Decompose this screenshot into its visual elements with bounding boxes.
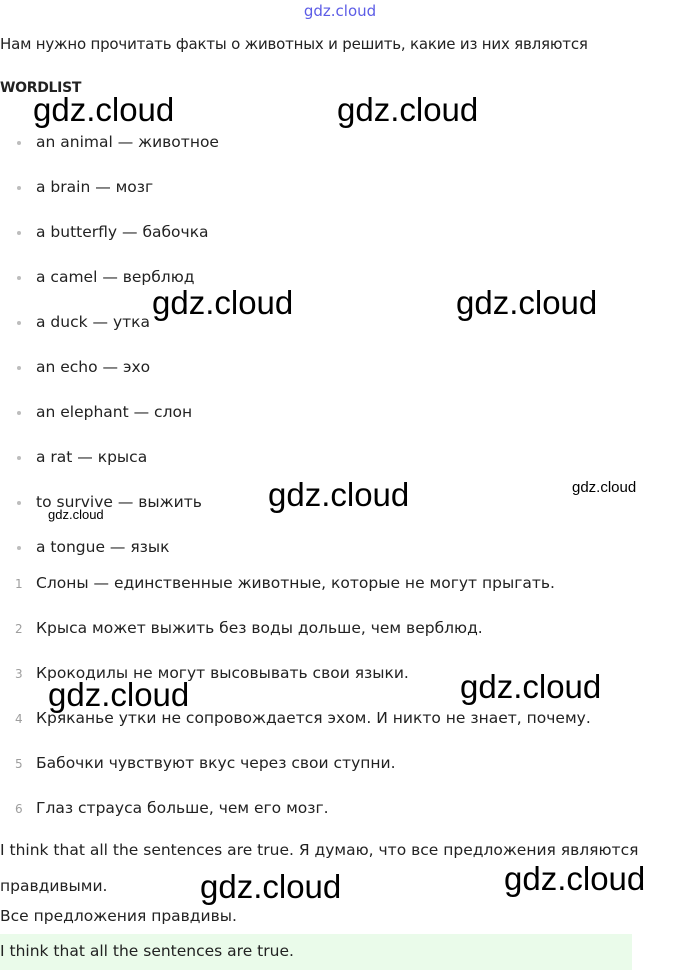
watermark: gdz.cloud [200, 868, 342, 905]
bullet-icon [17, 456, 21, 460]
bullet-icon [17, 141, 21, 145]
fact-text: Крокодилы не могут высовывать свои языки. [36, 664, 409, 682]
watermark: gdz.cloud [48, 676, 190, 713]
fact-number: 1 [15, 577, 23, 591]
watermark: gdz.cloud [48, 507, 104, 522]
watermark: gdz.cloud [268, 476, 410, 513]
watermark: gdz.cloud [572, 479, 637, 496]
watermark: gdz.cloud [33, 91, 175, 128]
answer-text: I think that all the sentences are true. Я думаю, что все предложения являются правдивыми. [0, 841, 639, 895]
wordlist-item-text: a butterfly — бабочка [36, 223, 209, 241]
wordlist-item-text: a duck — утка [36, 313, 151, 331]
bullet-icon [17, 231, 21, 235]
wordlist-item-text: a brain — мозг [36, 178, 154, 196]
intro-text: Нам нужно прочитать факты о животных и решить, какие из них являются [0, 35, 588, 53]
fact-text: Бабочки чувствуют вкус через свои ступни. [36, 754, 396, 772]
bullet-icon [17, 411, 21, 415]
fact-text: Крыса может выжить без воды дольше, чем верблюд. [36, 619, 483, 637]
wordlist-item-text: a tongue — язык [36, 538, 170, 556]
wordlist-item-text: an echo — эхо [36, 358, 151, 376]
highlighted-answer: I think that all the sentences are true. [0, 934, 632, 970]
summary-text: Все предложения правдивы. [0, 907, 237, 925]
watermark: gdz.cloud [456, 284, 598, 321]
bullet-icon [17, 501, 21, 505]
fact-number: 2 [15, 622, 23, 636]
bullet-icon [17, 276, 21, 280]
fact-text: Глаз страуса больше, чем его мозг. [36, 799, 329, 817]
watermark: gdz.cloud [152, 284, 294, 321]
bullet-icon [17, 186, 21, 190]
fact-number: 5 [15, 757, 23, 771]
wordlist-heading: WORDLIST [0, 80, 82, 96]
site-header-link[interactable]: gdz.cloud [303, 2, 377, 20]
fact-number: 6 [15, 802, 23, 816]
fact-text: Кряканье утки не сопровождается эхом. И никто не знает, почему. [36, 709, 591, 727]
fact-number: 4 [15, 712, 23, 726]
watermark: gdz.cloud [504, 860, 646, 897]
wordlist-item-text: a camel — верблюд [36, 268, 195, 286]
bullet-icon [17, 321, 21, 325]
watermark: gdz.cloud [460, 668, 602, 705]
bullet-icon [17, 366, 21, 370]
wordlist-item-text: an elephant — слон [36, 403, 193, 421]
wordlist-item-text: an animal — животное [36, 133, 219, 151]
wordlist-item-text: a rat — крыса [36, 448, 148, 466]
wordlist-item-text: to survive — выжить [36, 493, 202, 511]
watermark: gdz.cloud [337, 91, 479, 128]
bullet-icon [17, 546, 21, 550]
fact-number: 3 [15, 667, 23, 681]
fact-text: Слоны — единственные животные, которые не могут прыгать. [36, 574, 555, 592]
